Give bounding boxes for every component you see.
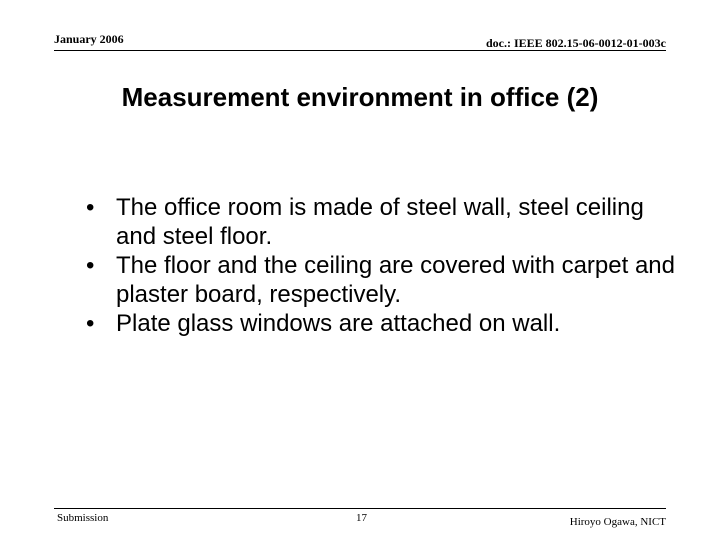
bullet-text: The floor and the ceiling are covered with carpet and plaster board, respectively.	[116, 252, 675, 308]
footer-divider	[54, 508, 666, 509]
bullet-marker: •	[86, 194, 95, 221]
header-doc-id: doc.: IEEE 802.15-06-0012-01-003c	[486, 36, 666, 50]
slide-title: Measurement environment in office (2)	[121, 82, 599, 112]
bullet-list	[86, 193, 686, 338]
footer-submission: Submission	[57, 512, 109, 524]
bullet-item	[86, 309, 686, 338]
bullet-marker: •	[86, 310, 95, 337]
slide-header	[54, 30, 666, 51]
bullet-text: The office room is made of steel wall, steel ceiling and steel floor.	[116, 194, 644, 250]
bullet-text: Plate glass windows are attached on wall.	[116, 310, 561, 337]
bullet-marker: •	[86, 252, 95, 279]
footer-author: Hiroyo Ogawa, NICT	[569, 516, 666, 528]
bullet-item	[86, 193, 686, 251]
bullet-item	[86, 251, 686, 309]
header-date: January 2006	[54, 32, 124, 46]
footer-page-number: 17	[356, 512, 367, 524]
